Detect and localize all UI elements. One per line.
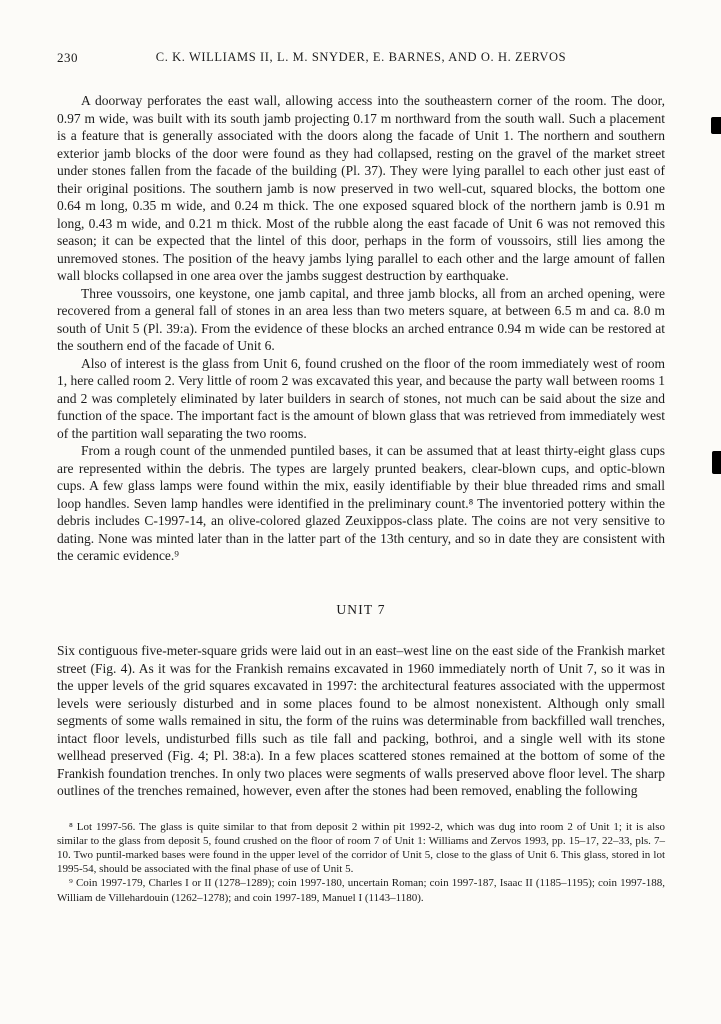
paragraph-voussoirs: Three voussoirs, one keystone, one jamb capital, and three jamb blocks, all from an arched opening, were recovered from a general fall of stones in an area less than two meters square, at between 6.5 m and ca. 8.0 m south of Unit 5 (Pl. 39:a). From the evidence of these blocks an arched entrance 0.94 m wide can be restored at the southern end of the facade of Unit 6.: [57, 285, 665, 353]
body-text: [57, 92, 665, 905]
page-header: [57, 50, 665, 68]
scan-artifact: [711, 117, 721, 134]
paragraph-glass: Also of interest is the glass from Unit 6, found crushed on the floor of the room immediately west of room 1, here called room 2. Very little of room 2 was excavated this year, and because the party wall between rooms 1 and 2 was completely eliminated by later builders in search of stones, not much can be said about the size and function of the space. The important fact is the amount of blown glass that was retrieved from immediately west of the partition wall separating the two rooms.: [57, 355, 665, 441]
paragraph-unit-7-intro: Six contiguous five-meter-square grids were laid out in an east–west line on the east side of the Frankish market street (Fig. 4). As it was for the Frankish remains excavated in 1960 immediately north of Unit 7, so it was in the upper levels of the grid squares excavated in 1997: the architectural features associated with the uppermost levels were seriously disturbed and in some places found to be almost nonexistent. Although only small segments of some walls remained in situ, the form of the ruins was determinable from backfilled wall trenches, intact floor levels, undisturbed fills such as tile fall and packing, bothroi, and a single well with its stone wellhead preserved (Fig. 4; Pl. 38:a). In a few places scattered stones remained at the bottom of some of the Frankish foundation trenches. In only two places were segments of walls preserved above floor level. The sharp outlines of the trenches remained, however, even after the stones had been removed, enabling the following: [57, 643, 665, 798]
footnote-8: ⁸ Lot 1997-56. The glass is quite similar to that from deposit 2 within pit 1992-2, which was dug into room 2 of Unit 1; it is also similar to the glass from deposit 5, found crushed on the floor of room 7 of Unit 1: Williams and Zervos 1993, pp. 15–17, 22–33, pls. 7–10. Two puntil-marked bases were found in the upper level of the corridor of Unit 5, close to the glass of Unit 6. This glass, stored in lot 1995-54, should be associated with the final phase of use of Unit 5.: [57, 820, 665, 876]
paragraph-doorway: A doorway perforates the east wall, allowing access into the southeastern corner of the room. The door, 0.97 m wide, was built with its south jamb projecting 0.17 m northward from the south wall. Such a placement is a feature that is generally associated with the doors along the facade of Unit 1. The northern and southern exterior jamb blocks of the door were found as they had collapsed, resting on the gravel of the market street under stones fallen from the facade of the building (Pl. 37). They were lying parallel to each other just east of their original positions. The southern jamb is now preserved in two well-cut, squared blocks, the bottom one 0.64 m long, 0.35 m wide, and 0.24 m thick. The one exposed squared block of the northern jamb is 0.91 m long, 0.43 m wide, and 0.21 m thick. Most of the rubble along the east facade of Unit 6 was not removed this season; it can be expected that the lintel of this door, perhaps in the form of voussoirs, still lies among the unremoved stones. The position of the heavy jambs lying parallel to each other and the large amount of fallen wall blocks collapsed in one area over the jambs suggest destruction by earthquake.: [57, 93, 665, 283]
running-head: C. K. WILLIAMS II, L. M. SNYDER, E. BARNES, AND O. H. ZERVOS: [155, 50, 567, 64]
paragraph-glass-count: From a rough count of the unmended puntiled bases, it can be assumed that at least thirty-eight glass cups are represented within the debris. The types are largely prunted beakers, clear-blown cups, and optic-blown cups. A few glass lamps were found within the mix, easily identifiable by their blue threaded rims and small loop handles. Seven lamp handles were identified in the preliminary count.⁸ The inventoried pottery within the debris includes C-1997-14, an olive-colored glazed Zeuxippos-class plate. The coins are not very sensitive to dating. None was minted later than in the latter part of the 13th century, and so in date they are consistent with the ceramic evidence.⁹: [57, 443, 665, 563]
page-number: 230: [57, 50, 78, 65]
section-heading-unit-7: UNIT 7: [336, 601, 386, 617]
footnote-9: ⁹ Coin 1997-179, Charles I or II (1278–1289); coin 1997-180, uncertain Roman; coin 1997-187, Isaac II (1185–1195); coin 1997-188, William de Villehardouin (1262–1278); and coin 1997-189, Manuel I (1143–1180).: [57, 877, 665, 904]
scan-artifact: [712, 451, 721, 474]
footnotes: [57, 820, 665, 905]
